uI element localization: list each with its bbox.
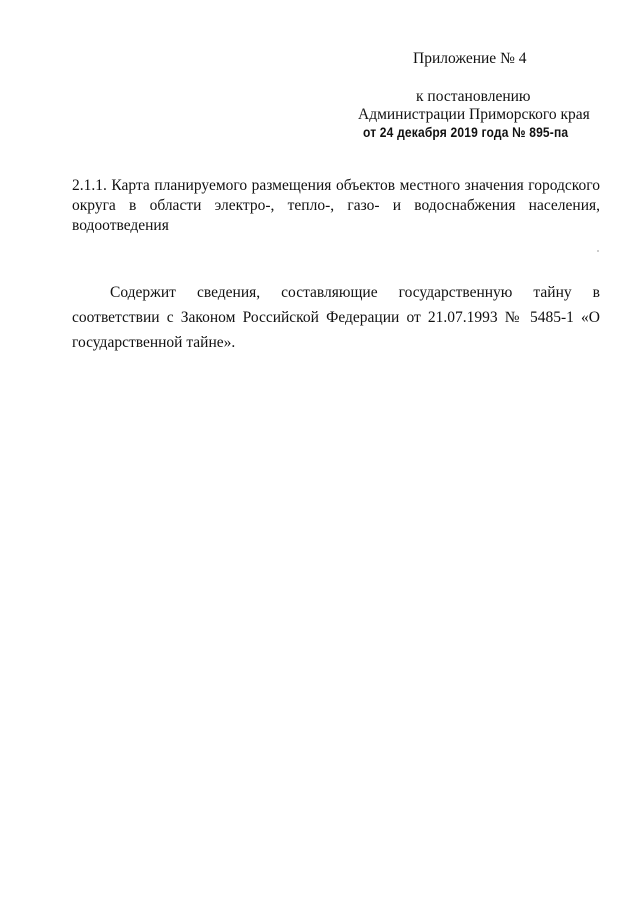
scan-speck: [597, 250, 599, 252]
issuing-authority: Администрации Приморского края: [358, 106, 590, 123]
secrecy-notice: Содержит сведения, составляющие государственную тайну в соответствии с Законом Российской Федерации от 21.07.1993 № 5485-1 «О государственной тайне».: [72, 284, 600, 351]
section-title: 2.1.1. Карта планируемого размещения объектов местного значения городского округа в области электро-, тепло-, газо- и водоснабжения населения, водоотведения: [72, 177, 600, 234]
appendix-number: Приложение № 4: [413, 50, 527, 67]
resolution-date-stamp: от 24 декабря 2019 года № 895-па: [363, 124, 569, 140]
resolution-reference: к постановлению: [416, 88, 531, 105]
